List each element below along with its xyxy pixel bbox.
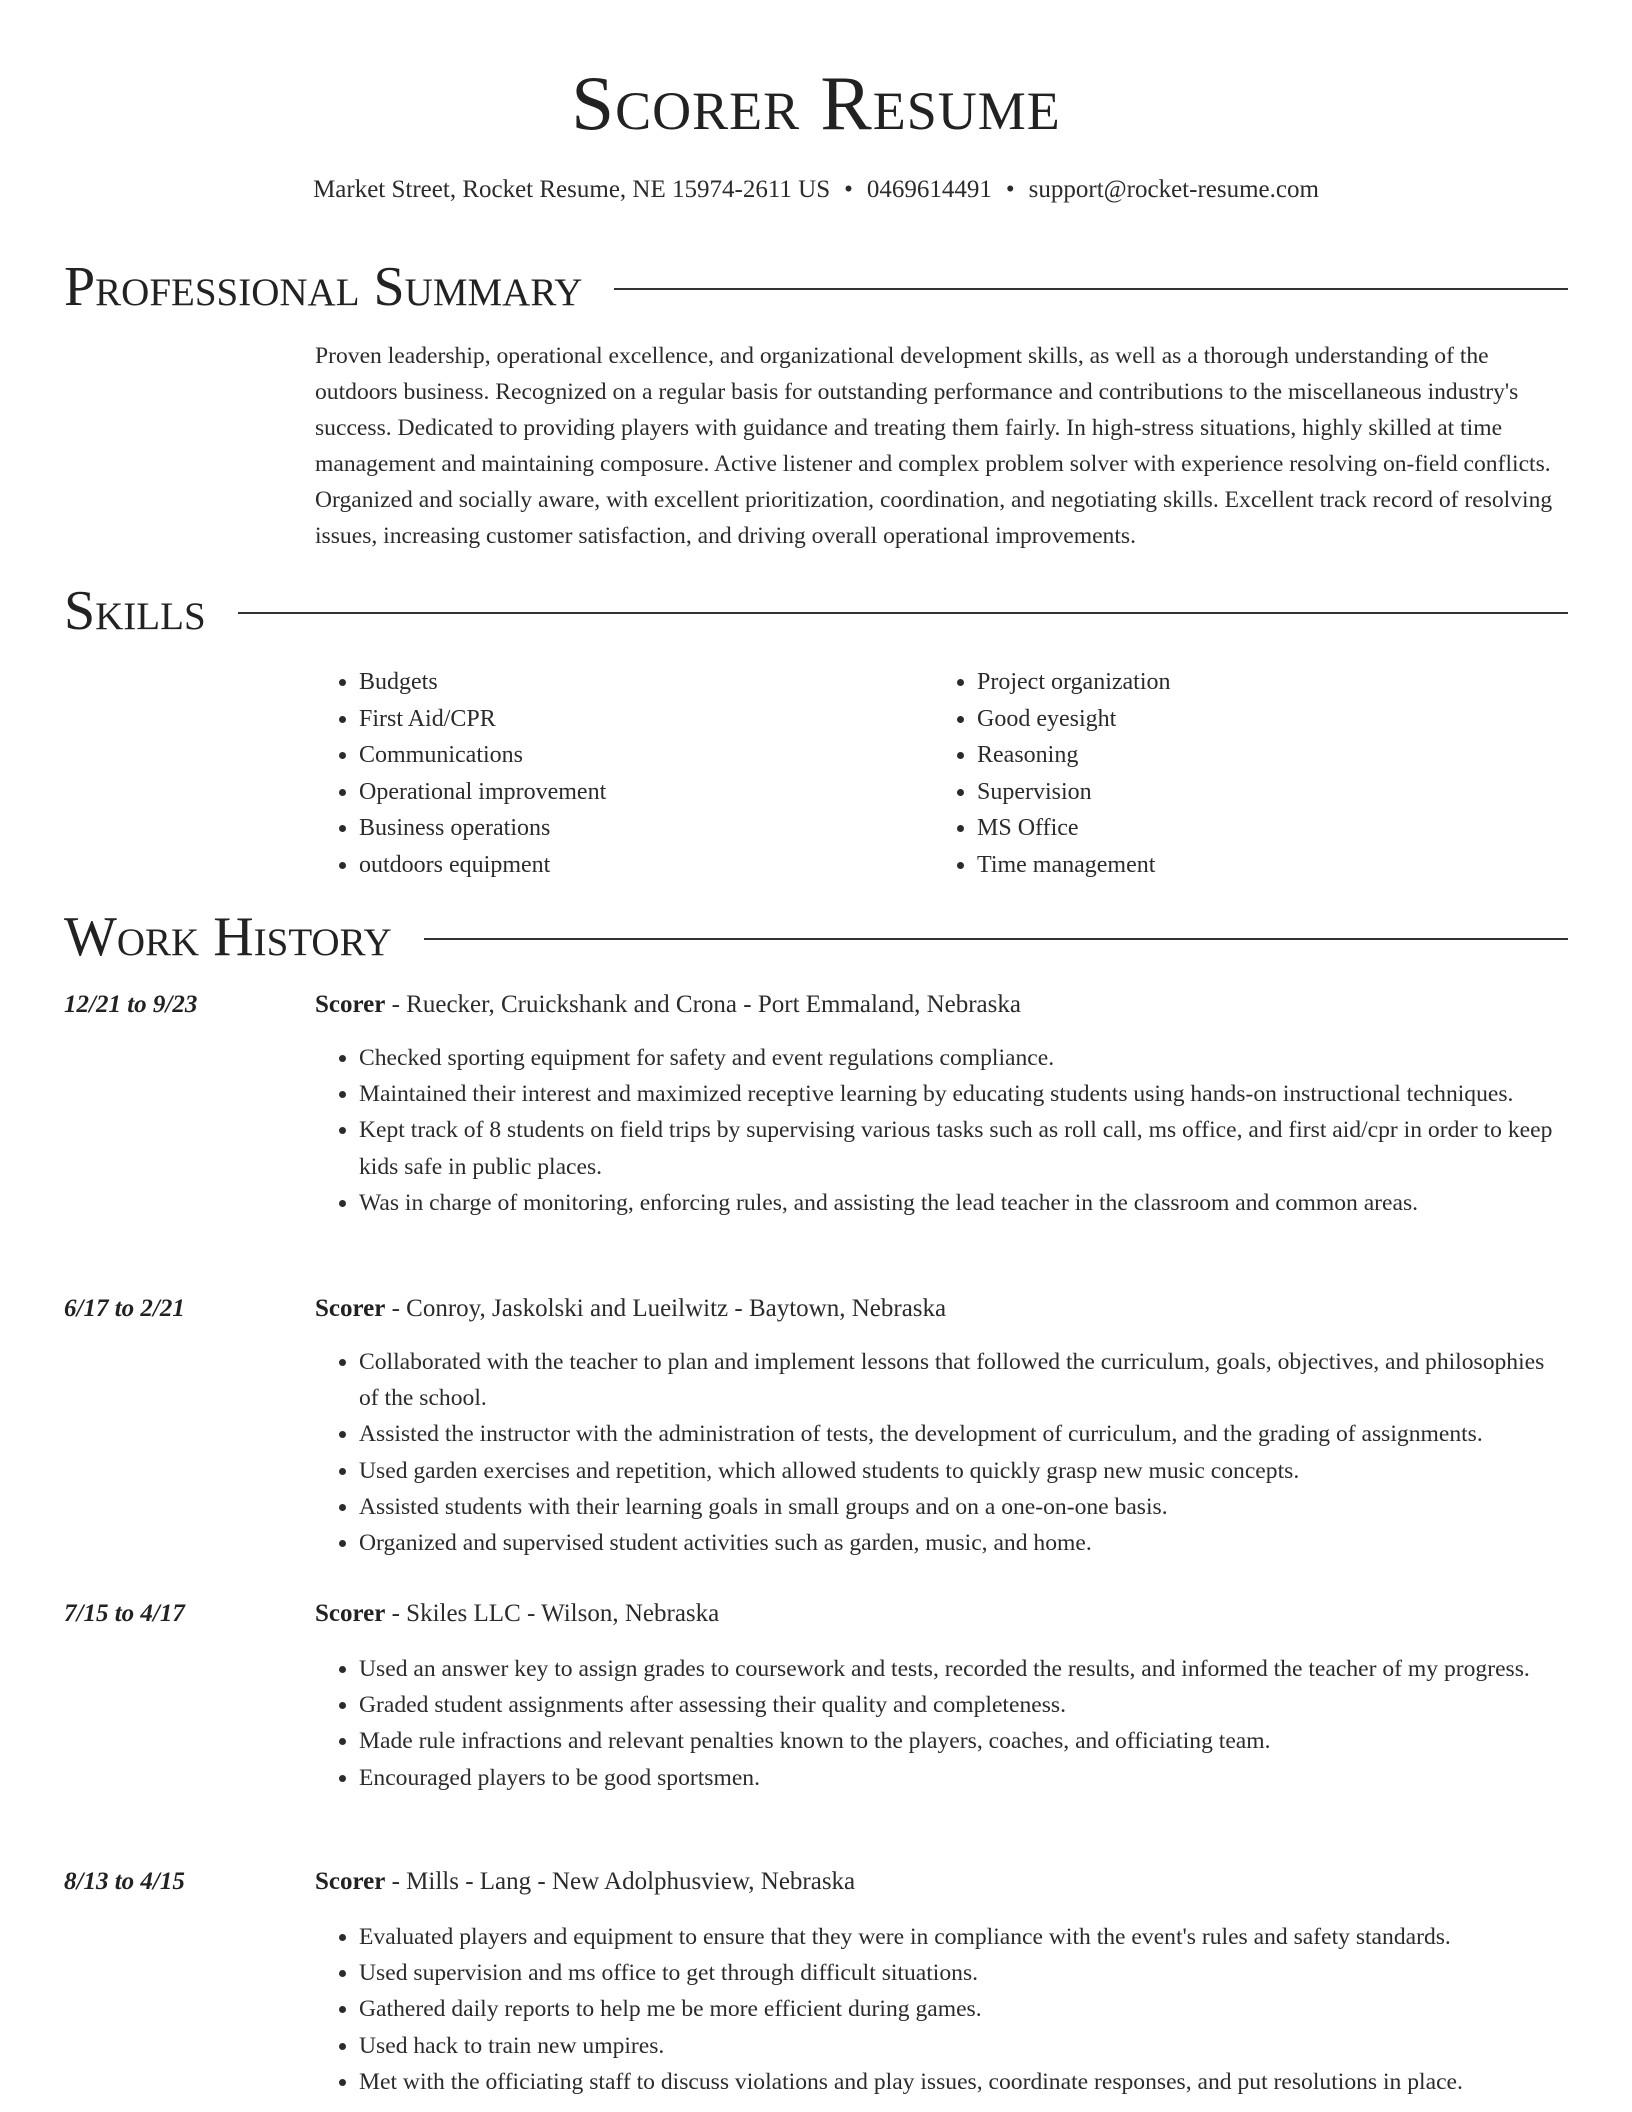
skill-item: • Time management [977, 847, 1551, 884]
job-role: Scorer [315, 1600, 386, 1627]
job-bullet: • Made rule infractions and relevant penalties known to the players, coaches, and officiating team. [359, 1723, 1568, 1759]
job-company: - Conroy, Jaskolski and Lueilwitz - Baytown, Nebraska [385, 1295, 947, 1322]
job-bullet: • Maintained their interest and maximized receptive learning by educating students using hands-on instructional techniques. [359, 1076, 1568, 1112]
job-bullets [315, 1651, 1568, 1796]
job-bullets [315, 1344, 1568, 1561]
job-bullet: • Used supervision and ms office to get through difficult situations. [359, 1955, 1568, 1991]
job-bullet: • Used hack to train new umpires. [359, 2028, 1568, 2064]
job-bullet: • Assisted students with their learning goals in small groups and on a one-on-one basis. [359, 1489, 1568, 1525]
section-divider [614, 288, 1568, 290]
job-company: - Ruecker, Cruickshank and Crona - Port Emmaland, Nebraska [385, 991, 1021, 1018]
job-dates: 8/13 to 4/15 [64, 1868, 185, 1895]
skill-item: • Communications [359, 737, 933, 774]
job-bullet: • Checked sporting equipment for safety and event regulations compliance. [359, 1040, 1568, 1076]
section-title: Professional Summary [64, 256, 583, 318]
contact-address: Market Street, Rocket Resume, NE 15974-2611 US [313, 176, 831, 203]
summary-text: Proven leadership, operational excellence, and organizational development skills, as well as a thorough understanding of the outdoors business. Recognized on a regular basis for outstanding performance and contributions to the miscellaneous industry's success. Dedicated to providing players with guidance and treating them fairly. In high-stress situations, highly skilled at time management and maintaining composure. Active listener and complex problem solver with experience resolving on-field conflicts. Organized and socially aware, with excellent prioritization, coordination, and negotiating skills. Excellent track record of resolving issues, increasing customer satisfaction, and driving overall operational improvements. [315, 343, 1553, 549]
section-divider [238, 612, 1568, 614]
skill-item: • Budgets [359, 664, 933, 701]
skill-item: • Project organization [977, 664, 1551, 701]
job-bullets [315, 1040, 1568, 1221]
job-bullet: • Collaborated with the teacher to plan and implement lessons that followed the curriculum, goals, objectives, and philosophies of the school. [359, 1344, 1568, 1416]
contact-separator: • [1005, 176, 1015, 203]
skills-column-right [933, 664, 1551, 883]
job-bullet: • Met with the officiating staff to discuss violations and play issues, coordinate responses, and put resolutions in place. [359, 2064, 1568, 2100]
skill-item: • Business operations [359, 810, 933, 847]
job-bullet: • Evaluated players and equipment to ensure that they were in compliance with the event's rules and safety standards. [359, 1919, 1568, 1955]
job-header [315, 1292, 1568, 1326]
job-role: Scorer [315, 991, 386, 1018]
job-company: - Mills - Lang - New Adolphusview, Nebraska [385, 1868, 856, 1895]
contact-email: support@rocket-resume.com [1028, 176, 1319, 203]
contact-separator: • [844, 176, 853, 203]
skills-column-left [315, 664, 933, 883]
job-bullet: • Graded student assignments after assessing their quality and completeness. [359, 1687, 1568, 1723]
skill-item: • outdoors equipment [359, 847, 933, 884]
job-role: Scorer [315, 1295, 386, 1322]
job-bullet: • Assisted the instructor with the administration of tests, the development of curriculum, and the grading of assignments. [359, 1416, 1568, 1452]
job-bullet: • Was in charge of monitoring, enforcing rules, and assisting the lead teacher in the classroom and common areas. [359, 1185, 1568, 1221]
job-bullet: • Organized and supervised student activities such as garden, music, and home. [359, 1525, 1568, 1561]
job-dates: 6/17 to 2/21 [64, 1295, 185, 1322]
skills-section-header [64, 576, 1568, 646]
job-bullet: • Used garden exercises and repetition, which allowed students to quickly grasp new music concepts. [359, 1453, 1568, 1489]
resume-name: Scorer Resume [571, 60, 1061, 146]
job-header [315, 1597, 1568, 1631]
work-section-header [64, 902, 1568, 972]
section-title: Work History [64, 906, 392, 968]
contact-line [0, 173, 1632, 207]
skill-item: • Operational improvement [359, 774, 933, 811]
job-bullet: • Gathered daily reports to help me be more efficient during games. [359, 1991, 1568, 2027]
job-role: Scorer [315, 1868, 386, 1895]
job-dates: 7/15 to 4/17 [64, 1600, 185, 1627]
skill-item: • Reasoning [977, 737, 1551, 774]
summary-section-header [64, 252, 1568, 322]
job-header [315, 988, 1568, 1022]
section-title: Skills [64, 580, 206, 642]
section-divider [424, 938, 1568, 940]
job-company: - Skiles LLC - Wilson, Nebraska [385, 1600, 720, 1627]
skill-item: • MS Office [977, 810, 1551, 847]
job-bullets [315, 1919, 1568, 2100]
contact-phone: 0469614491 [866, 176, 992, 203]
job-bullet: • Kept track of 8 students on field trips by supervising various tasks such as roll call, ms office, and first aid/cpr in order to keep kids safe in public places. [359, 1112, 1568, 1184]
job-header [315, 1865, 1568, 1899]
job-bullet: • Used an answer key to assign grades to coursework and tests, recorded the results, and informed the teacher of my progress. [359, 1651, 1568, 1687]
skill-item: • First Aid/CPR [359, 701, 933, 738]
job-dates: 12/21 to 9/23 [64, 991, 198, 1018]
skill-item: • Good eyesight [977, 701, 1551, 738]
job-bullet: • Encouraged players to be good sportsmen. [359, 1760, 1568, 1796]
skills-list [315, 664, 1568, 883]
skill-item: • Supervision [977, 774, 1551, 811]
